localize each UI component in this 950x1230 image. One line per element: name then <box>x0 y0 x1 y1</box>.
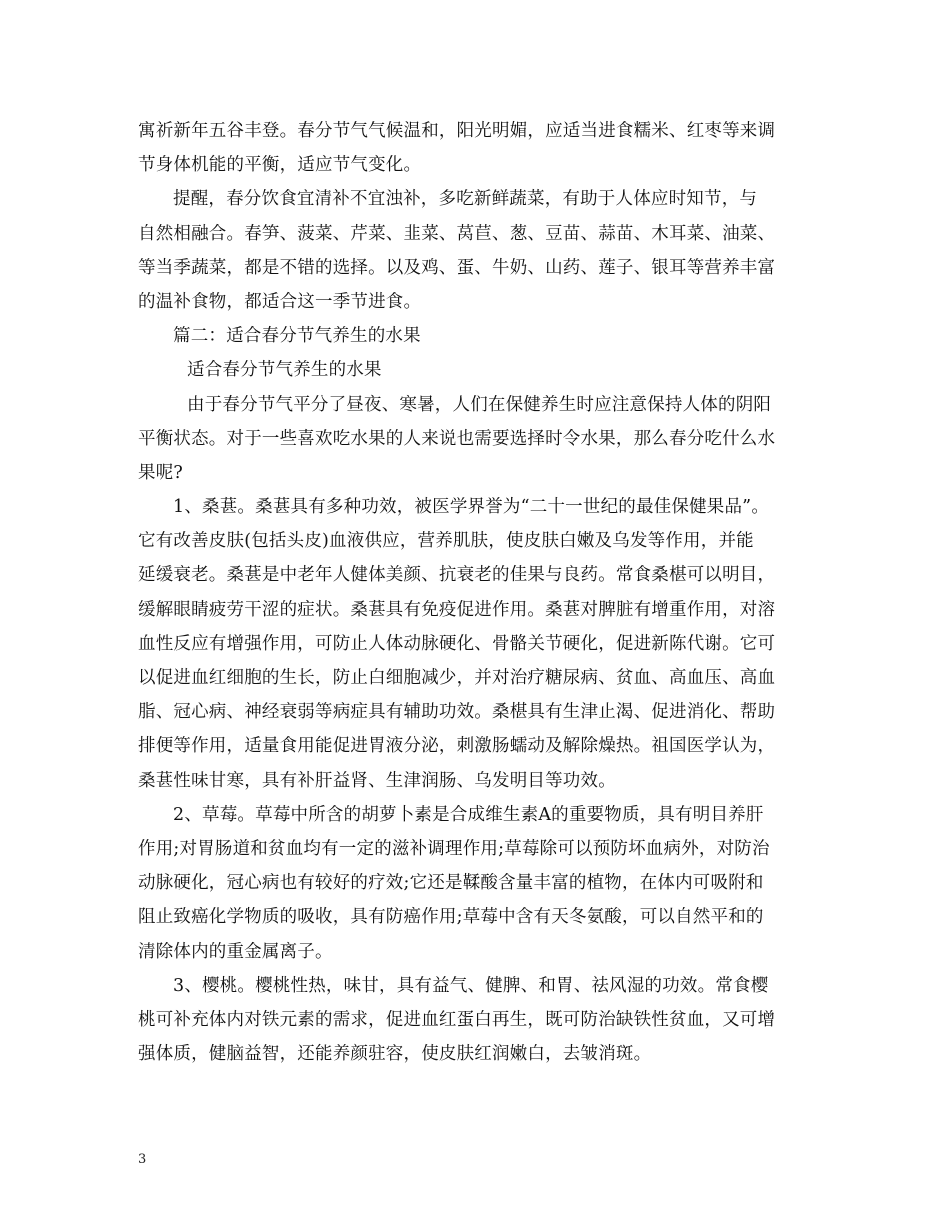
text-line: 缓解眼睛疲劳干涩的症状。桑葚具有免疫促进作用。桑葚对脾脏有增重作用，对溶 <box>138 599 776 620</box>
article-title: 适合春分节气养生的水果 <box>187 360 382 381</box>
text-line: 桑葚性味甘寒，具有补肝益肾、生津润肠、乌发明目等功效。 <box>138 770 616 791</box>
text-line: 节身体机能的平衡，适应节气变化。 <box>138 155 422 176</box>
text-line: 延缓衰老。桑葚是中老年人健体美颜、抗衰老的佳果与良药。常食桑椹可以明目， <box>138 565 776 586</box>
text-line: 血性反应有增强作用，可防止人体动脉硬化、骨骼关节硬化，促进新陈代谢。它可 <box>138 633 776 654</box>
text-line: 平衡状态。对于一些喜欢吃水果的人来说也需要选择时令水果，那么春分吃什么水 <box>138 428 776 449</box>
text-line: 强体质，健脑益智，还能养颜驻容，使皮肤红润嫩白，去皱消斑。 <box>138 1044 652 1065</box>
text-line: 动脉硬化，冠心病也有较好的疗效;它还是鞣酸含量丰富的植物，在体内可吸附和 <box>138 873 764 894</box>
text-line: 它有改善皮肤(包括头皮)血液供应，营养肌肤，使皮肤白嫩及乌发等作用，并能 <box>138 531 754 552</box>
list-item-heading: 1、桑葚。桑葚具有多种功效，被医学界誉为“二十一世纪的最佳保健果品”。 <box>173 497 770 518</box>
section-heading: 篇二：适合春分节气养生的水果 <box>173 326 421 347</box>
text-line: 脂、冠心病、神经衰弱等病症具有辅助功效。桑椹具有生津止渴、促进消化、帮助 <box>138 702 776 723</box>
text-line: 由于春分节气平分了昼夜、寒暑，人们在保健养生时应注意保持人体的阴阳 <box>187 394 772 415</box>
text-line: 作用;对胃肠道和贫血均有一定的滋补调理作用;草莓除可以预防坏血病外，对防治 <box>138 838 770 859</box>
text-line: 等当季蔬菜，都是不错的选择。以及鸡、蛋、牛奶、山药、莲子、银耳等营养丰富 <box>138 257 776 278</box>
text-line: 果呢? <box>138 462 183 483</box>
text-line: 提醒，春分饮食宜清补不宜浊补，多吃新鲜蔬菜，有助于人体应时知节，与 <box>173 189 758 210</box>
text-line: 自然相融合。春笋、菠菜、芹菜、韭菜、莴苣、葱、豆苗、蒜苗、木耳菜、油菜、 <box>138 223 776 244</box>
text-line: 清除体内的重金属离子。 <box>138 941 333 962</box>
text-line: 的温补食物，都适合这一季节进食。 <box>138 291 422 312</box>
text-line: 阻止致癌化学物质的吸收，具有防癌作用;草莓中含有天冬氨酸，可以自然平和的 <box>138 907 764 928</box>
document-body <box>138 114 818 1071</box>
text-line: 寓祈新年五谷丰登。春分节气气候温和，阳光明媚，应适当进食糯米、红枣等来调 <box>138 121 776 141</box>
list-item-heading: 2、草莓。草莓中所含的胡萝卜素是合成维生素A的重要物质，具有明目养肝 <box>173 804 764 825</box>
list-item-heading: 3、樱桃。樱桃性热，味甘，具有益气、健脾、和胃、祛风湿的功效。常食樱 <box>173 975 769 996</box>
text-line: 排便等作用，适量食用能促进胃液分泌，刺激肠蠕动及解除燥热。祖国医学认为， <box>138 736 776 757</box>
text-line: 以促进血红细胞的生长，防止白细胞减少，并对治疗糖尿病、贫血、高血压、高血 <box>138 668 776 688</box>
text-line: 桃可补充体内对铁元素的需求，促进血红蛋白再生，既可防治缺铁性贫血，又可增 <box>138 1009 776 1030</box>
page-number: 3 <box>138 1152 147 1167</box>
